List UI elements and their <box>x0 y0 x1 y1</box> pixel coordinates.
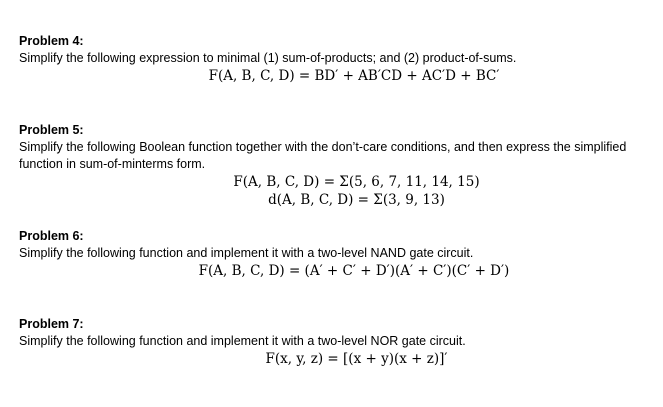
problem-equation: F(A, B, C, D) = (A′ + C′ + D′)(A′ + C′)(C′ + D′) <box>198 263 510 279</box>
problem-heading: Problem 7: <box>19 317 84 331</box>
problem-equation: F(x, y, z) = [(x + y)(x + z)]′ <box>265 351 448 367</box>
dont-care-equation: d(A, B, C, D) = Σ(3, 9, 13) <box>268 192 445 208</box>
problem-6 <box>19 228 649 280</box>
problem-7 <box>19 316 649 368</box>
problem-equation: F(A, B, C, D) = Σ(5, 6, 7, 11, 14, 15) <box>233 174 480 190</box>
problem-statement: Simplify the following expression to minimal (1) sum-of-products; and (2) product-of-sums. <box>19 51 517 65</box>
problem-statement: Simplify the following function and implement it with a two-level NAND gate circuit. <box>19 246 474 260</box>
problem-5 <box>19 122 649 209</box>
problem-heading: Problem 5: <box>19 123 84 137</box>
problem-equation: F(A, B, C, D) = BD′ + AB′CD + AC′D + BC′ <box>208 68 500 84</box>
problem-4 <box>19 33 649 85</box>
problem-statement: Simplify the following Boolean function together with the don’t-care conditions, and then express the simplified function in sum-of-minterms form. <box>19 140 627 171</box>
problem-heading: Problem 4: <box>19 34 84 48</box>
problem-statement: Simplify the following function and implement it with a two-level NOR gate circuit. <box>19 334 466 348</box>
problem-heading: Problem 6: <box>19 229 84 243</box>
